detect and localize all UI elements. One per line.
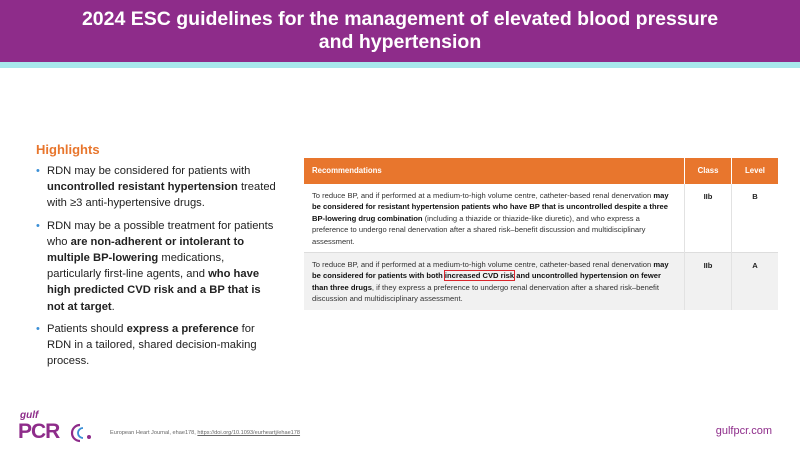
rec-text: (including a thiazide or thiazide-like diuretic), and who express a preference to undergo renal denervation after a shared risk–benefit discussion and multidisciplinary assessment. xyxy=(312,213,646,246)
class-cell: IIb xyxy=(685,184,732,253)
level-cell: A xyxy=(732,253,779,310)
table-row xyxy=(304,253,778,310)
highlight-text: RDN may be considered for patients with xyxy=(47,165,251,177)
highlights-panel xyxy=(36,142,276,375)
table-row xyxy=(304,184,778,253)
logo-gulf-text: gulf xyxy=(20,410,39,421)
gulfpcr-logo xyxy=(18,410,98,444)
recommendation-cell xyxy=(304,253,685,310)
header-recommendations: Recommendations xyxy=(304,158,685,184)
table-header-row xyxy=(304,158,778,184)
level-cell: B xyxy=(732,184,779,253)
slide-header xyxy=(0,0,800,62)
citation-link[interactable]: https://doi.org/10.1093/eurheartj/ehae178 xyxy=(197,430,301,436)
header-class: Class xyxy=(685,158,732,184)
recommendations-table xyxy=(304,158,778,310)
highlight-text: treated with ≥3 anti-hypertensive drugs. xyxy=(47,181,276,210)
rec-text: , if they express a preference to undergo renal denervation after a shared risk–benefit discussion and multidisciplinary assessment. xyxy=(312,282,659,304)
highlights-title: Highlights xyxy=(36,142,100,157)
rec-bold: and uncontrolled hypertension on fewer than three drugs xyxy=(312,271,661,292)
highlight-text: Patients should xyxy=(47,322,127,335)
highlight-bold: uncontrolled resistant hypertension xyxy=(47,181,238,194)
header-stripe xyxy=(0,62,800,68)
highlighted-term: increased CVD risk xyxy=(444,271,515,281)
rec-text: To reduce BP, and if performed at a medium-to-high volume centre, catheter-based renal denervation xyxy=(312,191,654,200)
rec-bold: may be considered for patients with both xyxy=(312,260,669,281)
rec-bold: may be considered for resistant hypertension patients who have BP that is uncontrolled despite a three BP-lowering drug combination xyxy=(312,191,669,223)
highlight-bold: express a preference xyxy=(126,322,239,335)
highlight-text: RDN may be a possible treatment for patients who xyxy=(47,219,274,248)
logo-pcr-text: PCR xyxy=(18,420,60,443)
class-cell: IIb xyxy=(685,253,732,310)
website-label: gulfpcr.com xyxy=(715,425,772,437)
header-level: Level xyxy=(732,158,779,184)
highlight-item xyxy=(36,218,276,315)
highlight-item xyxy=(36,321,276,370)
highlight-text: for RDN in a tailored, shared decision-making process. xyxy=(47,322,257,368)
highlight-bold: who have high predicted CVD risk and a BP that is not at target xyxy=(47,268,261,313)
slide-title: 2024 ESC guidelines for the management of elevated blood pressure and hypertension xyxy=(81,8,719,53)
recommendation-cell xyxy=(304,184,685,253)
citation xyxy=(110,430,300,436)
citation-text: European Heart Journal, ehae178, xyxy=(110,430,198,436)
highlight-item xyxy=(36,163,276,212)
highlight-text: medications, particularly first-line agents, and xyxy=(47,252,225,281)
highlight-bold: are non-adherent or intolerant to multiple BP-lowering xyxy=(47,235,245,265)
rec-text: To reduce BP, and if performed at a medium-to-high volume centre, catheter-based renal denervation xyxy=(312,260,654,270)
logo-mark-icon xyxy=(68,422,96,444)
highlight-text: . xyxy=(111,300,115,313)
highlights-list xyxy=(36,163,276,369)
